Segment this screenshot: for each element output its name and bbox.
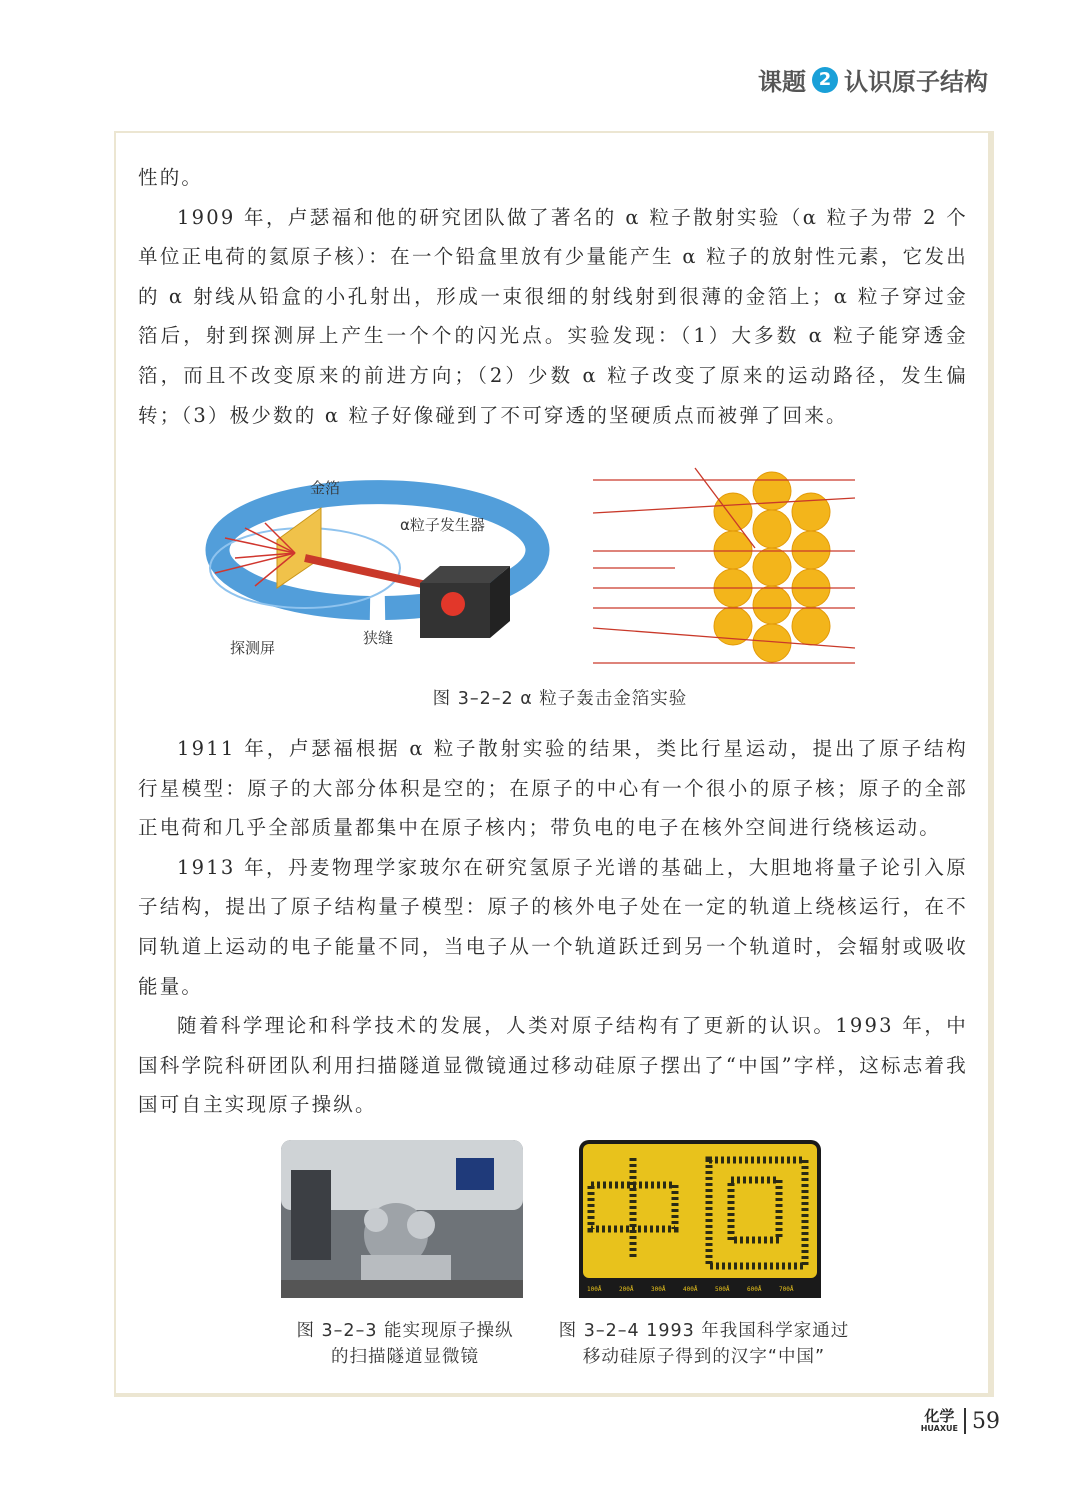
alpha-generator bbox=[420, 566, 510, 638]
page-footer bbox=[921, 1408, 1000, 1434]
scale-label-4: 400Å bbox=[683, 1286, 698, 1293]
header-prefix: 课题 bbox=[758, 68, 806, 96]
figure-3-caption-line1: 图 3–2–3 能实现原子操纵 bbox=[296, 1321, 514, 1341]
brand-pinyin: HUAXUE bbox=[920, 1424, 958, 1433]
header-title: 认识原子结构 bbox=[844, 68, 988, 96]
figure-4-caption bbox=[544, 1318, 864, 1370]
label-screen: 探测屏 bbox=[230, 639, 276, 657]
photo-stm bbox=[281, 1140, 523, 1298]
paragraph-3: 1913 年，丹麦物理学家玻尔在研究氢原子光谱的基础上，大胆地将量子论引入原子结构，提出了原子结构量子模型：原子的核外电子处在一定的轨道上绕核运行，在不同轨道上运动的电子能量不同，当电子从一个轨道跃迁到另一个轨道时，会辐射或吸收能量。 bbox=[138, 855, 968, 998]
header-number: 2 bbox=[812, 67, 838, 93]
label-generator: α粒子发生器 bbox=[400, 516, 485, 534]
figure-2-caption: 图 3–2–2 α 粒子轰击金箔实验 bbox=[432, 689, 688, 709]
chapter-header bbox=[758, 62, 988, 97]
paragraph-4: 随着科学理论和科学技术的发展，人类对原子结构有了更新的认识。1993 年，中国科学院科研团队利用扫描隧道显微镜通过移动硅原子摆出了“中国”字样，这标志着我国可自主实现原子操纵。 bbox=[138, 1014, 968, 1117]
paragraph-0: 性的。 bbox=[138, 166, 204, 189]
label-gold-foil: 金箔 bbox=[310, 479, 341, 497]
scale-label-6: 600Å bbox=[747, 1286, 762, 1293]
scale-label-3: 300Å bbox=[651, 1286, 666, 1293]
brand-cn: 化学 bbox=[924, 1407, 955, 1425]
scale-label-5: 500Å bbox=[715, 1286, 730, 1293]
scale-label-2: 200Å bbox=[619, 1286, 634, 1293]
scale-label-7: 700Å bbox=[779, 1286, 794, 1293]
text-block-top bbox=[138, 158, 968, 435]
figure-4-caption-line1: 图 3–2–4 1993 年我国科学家通过 bbox=[558, 1321, 850, 1341]
figure-alpha-scattering bbox=[195, 458, 865, 678]
figure-4-caption-line2: 移动硅原子得到的汉字“中国” bbox=[582, 1347, 826, 1367]
paragraph-1: 1909 年，卢瑟福和他的研究团队做了著名的 α 粒子散射实验（α 粒子为带 2 个单位正电荷的氦原子核）：在一个铅盒里放有少量能产生 α 粒子的放射性元素，它发出的 α 射线从铅盒的小孔射出，形成一束很细的射线射到很薄的金箔上；α 粒子穿过金箔后，射到探测屏上产生一个个的闪光点。实验发现：（1）大多数 α 粒子能穿透金箔，而且不改变原来的前进方向；（2）少数 α 粒子改变了原来的运动路径，发生偏转；（3）极少数的 α 粒子好像碰到了不可穿透的坚硬质点而被弹了回来。 bbox=[138, 205, 968, 427]
subject-brand bbox=[921, 1408, 966, 1434]
text-block-bottom bbox=[138, 729, 968, 1125]
scale-label-1: 100Å bbox=[587, 1286, 602, 1293]
figure-3-caption-line2: 的扫描隧道显微镜 bbox=[331, 1347, 479, 1367]
photo-zhongguo-atoms bbox=[579, 1140, 821, 1298]
figure-3-caption bbox=[270, 1318, 540, 1370]
paragraph-2: 1911 年，卢瑟福根据 α 粒子散射实验的结果，类比行星运动，提出了原子结构行星模型：原子的大部分体积是空的；在原子的中心有一个很小的原子核；原子的全部正电荷和几乎全部质量都集中在原子核内；带负电的电子在核外空间进行绕核运动。 bbox=[138, 737, 968, 840]
page-number: 59 bbox=[972, 1408, 1000, 1434]
alpha-beam bbox=[305, 558, 440, 588]
label-slit: 狭缝 bbox=[363, 629, 394, 647]
